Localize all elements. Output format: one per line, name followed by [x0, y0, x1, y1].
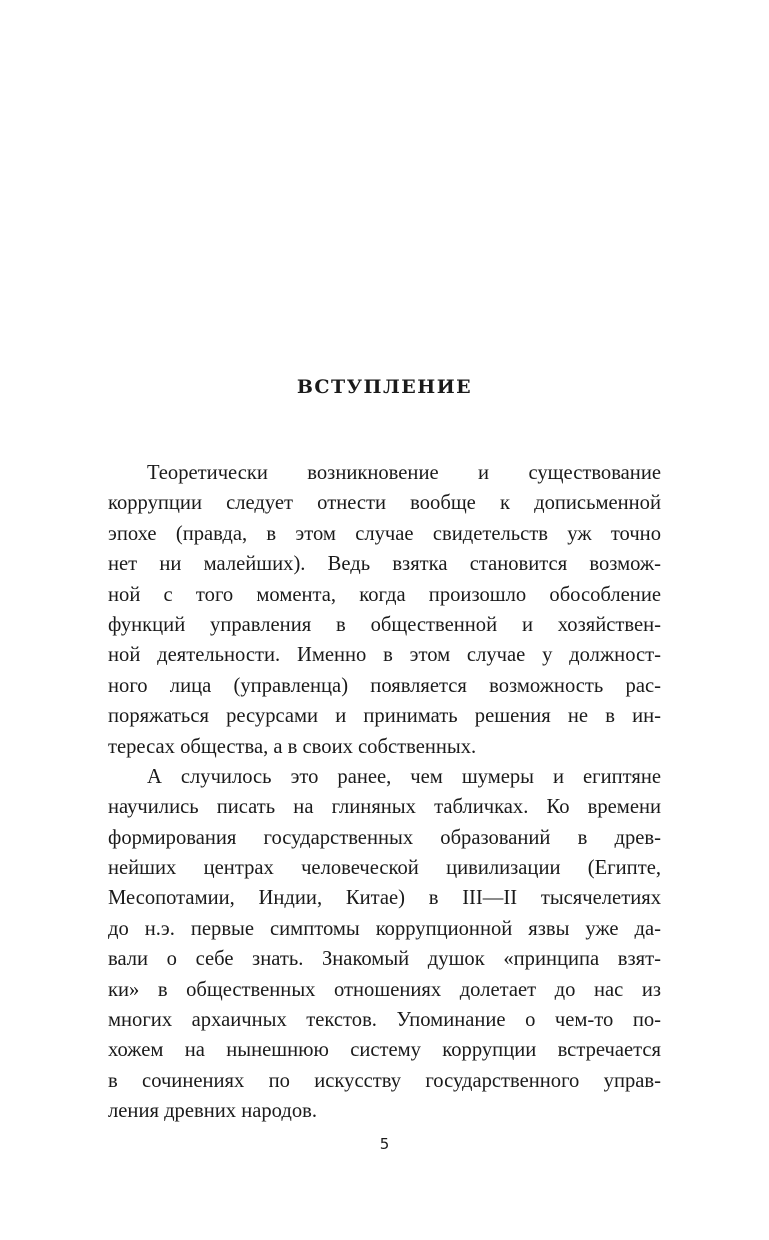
- paragraph-1: [108, 458, 661, 762]
- text-line: А случилось это ранее, чем шумеры и египтяне: [147, 765, 661, 788]
- text-line: тересах общества, а в своих собственных.: [108, 735, 477, 758]
- text-line: хожем на нынешнюю систему коррупции встречается: [108, 1039, 661, 1062]
- text-line: Месопотамии, Индии, Китае) в III—II тысячелетиях: [108, 887, 661, 910]
- text-line: до н.э. первые симптомы коррупционной язвы уже да-: [108, 917, 661, 940]
- body-text: [108, 458, 661, 1127]
- text-line: в сочинениях по искусству государственного управ-: [108, 1069, 661, 1092]
- page-number: 5: [379, 1135, 390, 1153]
- text-line: ной деятельности. Именно в этом случае у должност-: [108, 644, 661, 667]
- text-line: нейших центрах человеческой цивилизации (Египте,: [108, 857, 661, 880]
- text-line: многих архаичных текстов. Упоминание о чем-то по-: [108, 1009, 661, 1032]
- text-line: ки» в общественных отношениях долетает до нас из: [108, 978, 661, 1001]
- paragraph-2: [108, 762, 661, 1127]
- text-line: эпохе (правда, в этом случае свидетельств уж точно: [108, 522, 661, 545]
- text-line: поряжаться ресурсами и принимать решения не в ин-: [108, 705, 661, 728]
- chapter-title: ВСТУПЛЕНИЕ: [296, 376, 473, 398]
- text-line: ного лица (управленца) появляется возможность рас-: [108, 674, 661, 697]
- text-line: Теоретически возникновение и существование: [147, 462, 661, 484]
- text-line: ления древних народов.: [108, 1100, 318, 1123]
- text-line: функций управления в общественной и хозяйствен-: [108, 613, 661, 636]
- text-line: вали о себе знать. Знакомый душок «принципа взят-: [108, 948, 661, 971]
- text-line: формирования государственных образований в древ-: [108, 826, 661, 849]
- text-line: научились писать на глиняных табличках. Ко времени: [108, 796, 661, 819]
- text-line: нет ни малейших). Ведь взятка становится возмож-: [108, 553, 661, 576]
- text-line: коррупции следует отнести вообще к дописьменной: [108, 492, 661, 515]
- text-line: ной с того момента, когда произошло обособление: [108, 583, 661, 606]
